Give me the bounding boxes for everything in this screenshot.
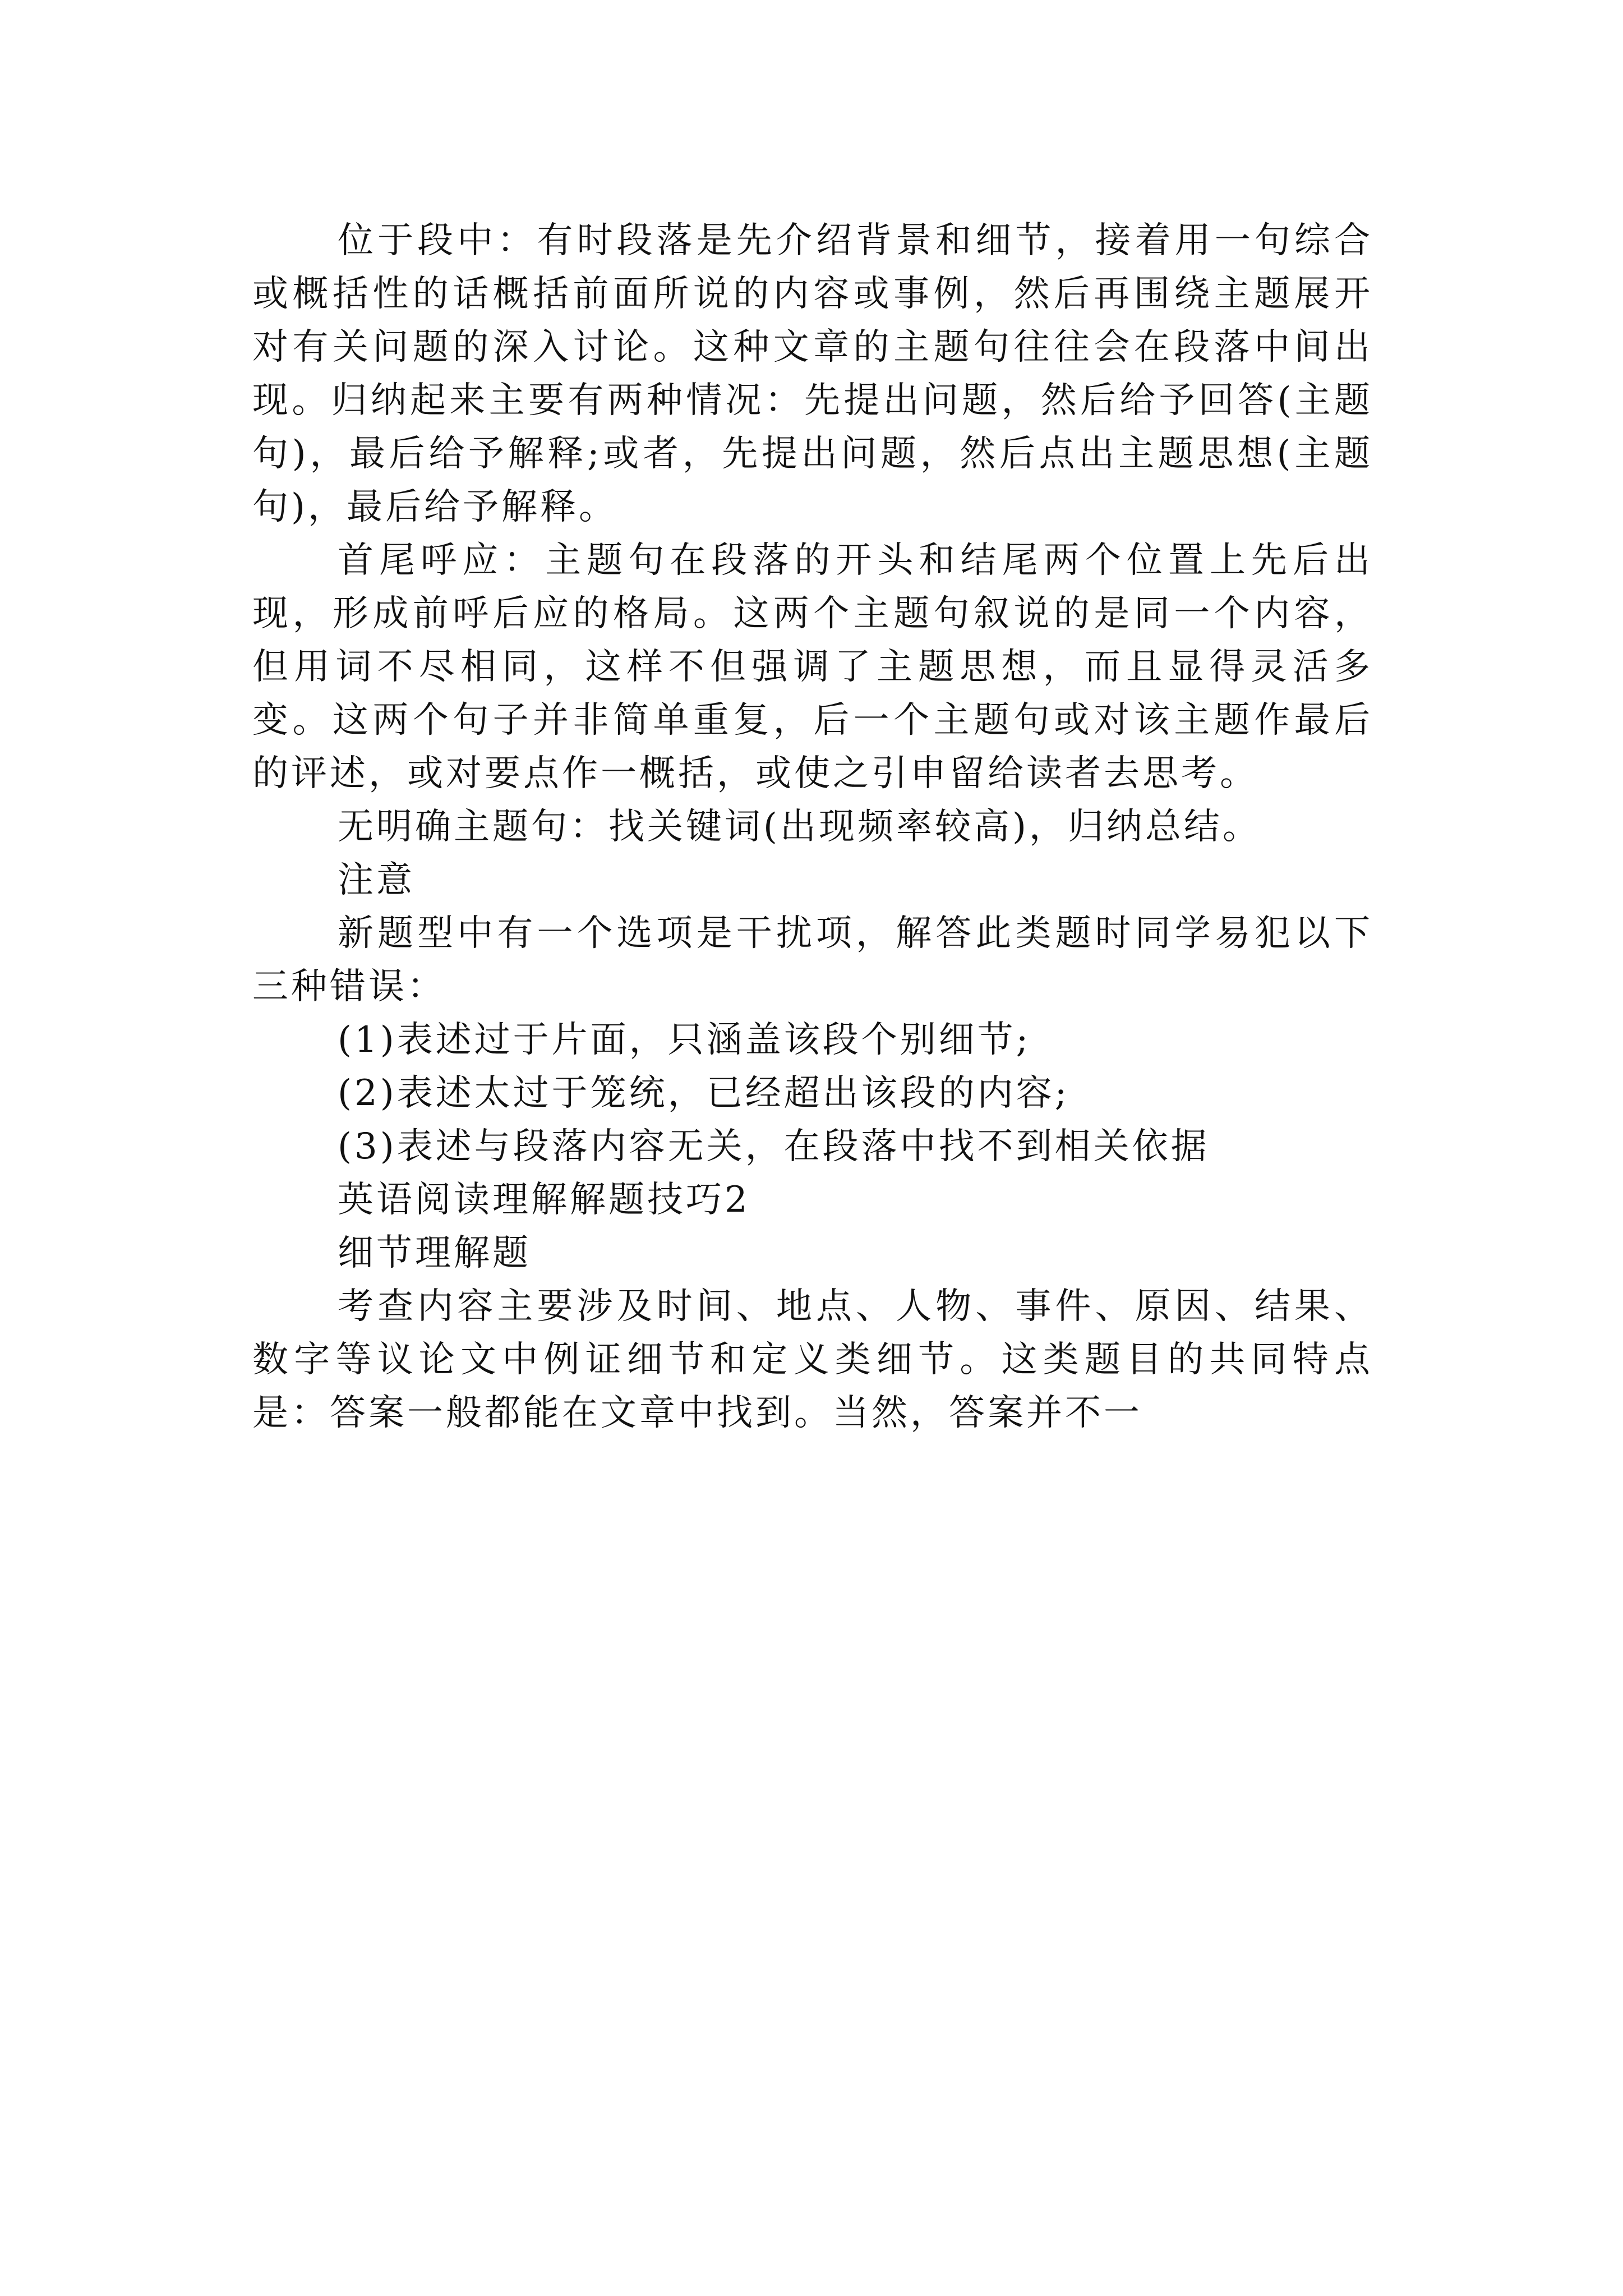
heading-note: 注意 (338, 859, 415, 901)
paragraph-topic-sentence-both-ends: 首尾呼应：主题句在段落的开头和结尾两个位置上先后出现，形成前呼后应的格局。这两个主题句叙说的是同一个内容，但用词不尽相同，这样不但强调了主题思想，而且显得灵活多变。这两个句子并非简单重复，后一个主题句或对该主题作最后的评述，或对要点作一概括，或使之引申留给读者去思考。 (252, 540, 1373, 794)
paragraph-topic-sentence-middle: 位于段中：有时段落是先介绍背景和细节，接着用一句综合或概括性的话概括前面所说的内容或事例，然后再围绕主题展开对有关问题的深入讨论。这种文章的主题句往往会在段落中间出现。归纳起来主要有两种情况：先提出问题，然后给予回答(主题句)，最后给予解释;或者，先提出问题，然后点出主题思想(主题句)，最后给予解释。 (252, 220, 1373, 528)
section-heading-reading-tips-2: 英语阅读理解解题技巧2 (338, 1179, 750, 1221)
list-item-error-1: (1)表述过于片面，只涵盖该段个别细节; (338, 1019, 1031, 1061)
paragraph-distractor-intro: 新题型中有一个选项是干扰项，解答此类题时同学易犯以下三种错误： (252, 913, 1373, 1007)
list-item-error-2: (2)表述太过于笼统，已经超出该段的内容; (338, 1073, 1070, 1114)
subheading-detail-questions: 细节理解题 (338, 1232, 531, 1274)
document-body (252, 214, 1373, 1440)
list-item-error-3: (3)表述与段落内容无关，在段落中找不到相关依据 (338, 1126, 1210, 1167)
paragraph-no-topic-sentence: 无明确主题句：找关键词(出现频率较高)，归纳总结。 (338, 806, 1261, 848)
paragraph-detail-questions: 考查内容主要涉及时间、地点、人物、事件、原因、结果、数字等议论文中例证细节和定义类细节。这类题目的共同特点是：答案一般都能在文章中找到。当然，答案并不一 (252, 1286, 1373, 1434)
